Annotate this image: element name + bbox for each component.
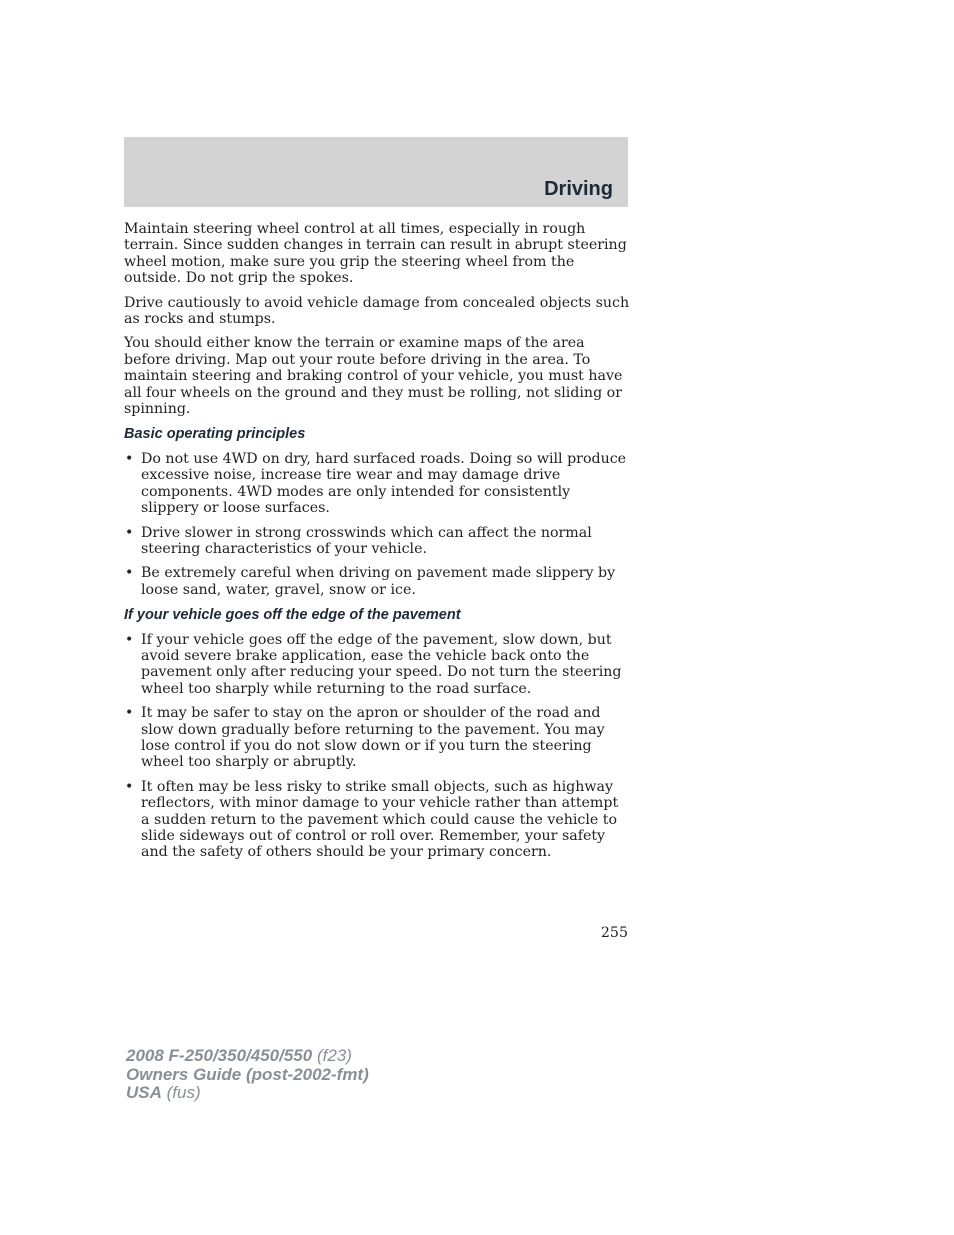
list-item-text: If your vehicle goes off the edge of the pavement, slow down, but avoid severe brake application, ease the vehicle back onto the pavement only after reducing your speed. Do not turn the steering wheel too sharply while returning to the road surface. [141, 631, 622, 697]
list-item-text: It may be safer to stay on the apron or shoulder of the road and slow down gradually before returning to the pavement. You may lose control if you do not slow down or if you turn the steering wheel too sharply or abruptly. [141, 705, 605, 771]
bullet-list-basic-principles [124, 451, 630, 598]
footer-line-model [126, 1047, 369, 1066]
list-item [124, 705, 630, 771]
bullet-icon: • [125, 631, 134, 648]
bullet-icon: • [125, 565, 134, 582]
heading-off-pavement: If your vehicle goes off the edge of the pavement [124, 607, 461, 624]
list-item [124, 525, 630, 558]
heading-basic-operating-principles: Basic operating principles [124, 426, 306, 443]
footer-line-market [126, 1084, 369, 1103]
bullet-icon: • [125, 778, 134, 795]
bullet-icon: • [125, 450, 134, 467]
section-header-band [124, 137, 628, 207]
list-item-text: It often may be less risky to strike small objects, such as highway reflectors, with minor damage to your vehicle rather than attempt a sudden return to the pavement which could cause the vehicle to slide sideways out of control or roll over. Remember, your safety and the safety of others should be your primary concern. [141, 778, 619, 861]
footer-market-code: (fus) [161, 1083, 201, 1102]
footer-guide: Owners Guide (post-2002-fmt) [126, 1064, 369, 1084]
paragraph-steering-control: Maintain steering wheel control at all times, especially in rough terrain. Since sudden changes in terrain can result in abrupt steering wheel motion, make sure you grip the steering wheel from the outside. Do not grip the spokes. [124, 221, 627, 287]
paragraph-concealed-objects: Drive cautiously to avoid vehicle damage from concealed objects such as rocks and stumps. [124, 294, 630, 328]
footer-model-code: (f23) [312, 1046, 352, 1065]
paragraph-know-terrain: You should either know the terrain or examine maps of the area before driving. Map out your route before driving in the area. To maintain steering and braking control of your vehicle, you must have all four wheels on the ground and they must be rolling, not sliding or spinning. [124, 335, 623, 418]
list-item [124, 565, 630, 598]
bullet-list-off-pavement [124, 632, 630, 861]
bullet-icon: • [125, 705, 134, 722]
section-title: Driving [544, 178, 613, 200]
page-number: 255 [600, 925, 628, 941]
footer-line-guide [126, 1066, 369, 1085]
list-item [124, 632, 630, 698]
page-content [124, 221, 630, 869]
footer-model: 2008 F-250/350/450/550 [126, 1046, 313, 1065]
list-item-text: Be extremely careful when driving on pavement made slippery by loose sand, water, gravel, snow or ice. [141, 565, 616, 598]
list-item [124, 451, 630, 517]
footer-market: USA [126, 1083, 162, 1102]
list-item-text: Do not use 4WD on dry, hard surfaced roads. Doing so will produce excessive noise, increase tire wear and may damage drive components. 4WD modes are only intended for consistently slippery or loose surfaces. [141, 450, 627, 517]
bullet-icon: • [125, 524, 134, 541]
list-item [124, 779, 630, 861]
document-footer [126, 1047, 369, 1103]
list-item-text: Drive slower in strong crosswinds which can affect the normal steering characteristics of your vehicle. [141, 524, 592, 557]
